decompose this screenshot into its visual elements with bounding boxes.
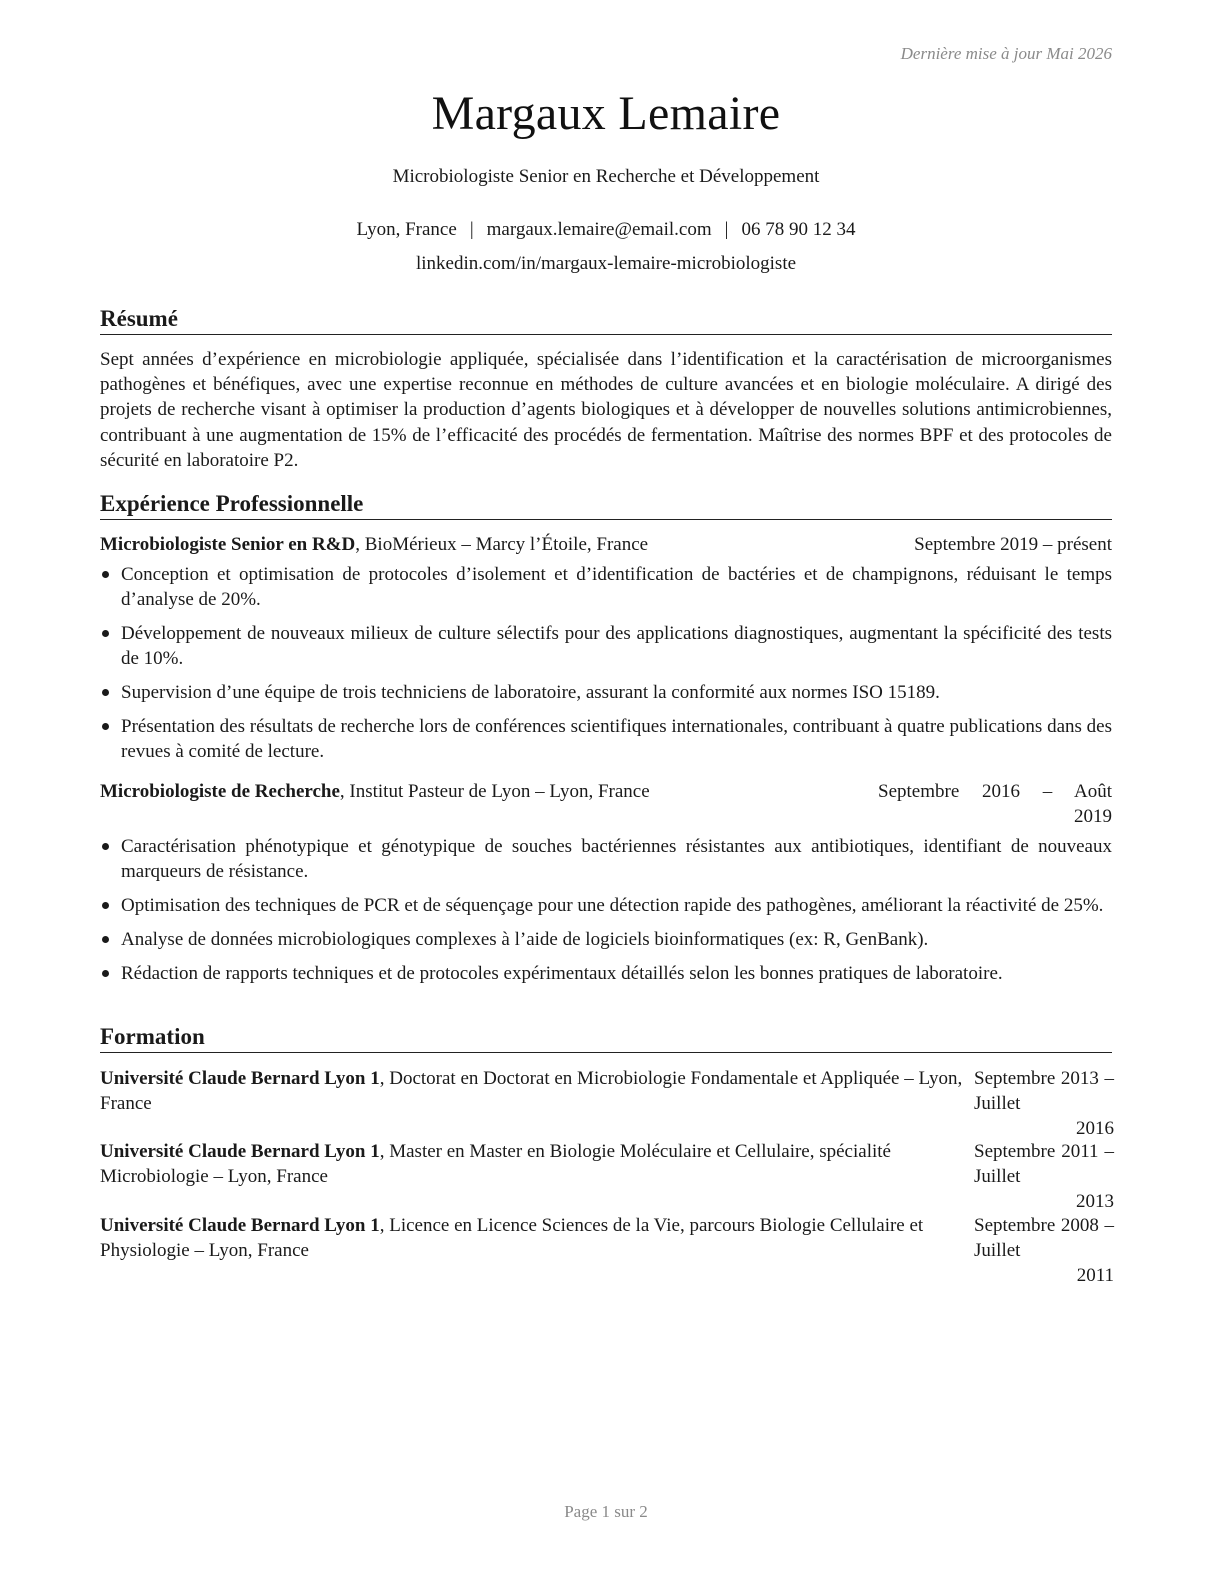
education-entry	[100, 1066, 1112, 1141]
education-details	[100, 1139, 972, 1214]
candidate-name: Margaux Lemaire	[431, 87, 781, 140]
bullet-icon	[102, 689, 109, 696]
list-item	[100, 893, 1112, 918]
job-dates: Septembre 2019 – présent	[914, 534, 1112, 555]
list-item	[100, 680, 1112, 705]
list-item	[100, 927, 1112, 952]
job-header	[100, 779, 1112, 829]
summary-text: Sept années d’expérience en microbiologie appliquée, spécialisée dans l’identification et la caractérisation de microorganismes pathogènes et bénéfiques, avec une expertise reconnue en méthodes de culture avancées et en biologie moléculaire. A dirigé des projets de recherche visant à optimiser la production d’agents biologiques et à développer de nouvelles solutions antimicrobiennes, contribuant à une augmentation de 15% de l’efficacité des procédés de fermentation. Maîtrise des normes BPF et des protocoles de sécurité en laboratoire P2.	[100, 349, 1112, 471]
phone-number: 06 78 90 12 34	[741, 219, 856, 240]
education-dates-start: Septembre 2013 – Juillet	[974, 1068, 1114, 1114]
job-organization: , BioMérieux – Marcy l’Étoile, France	[355, 534, 649, 555]
job-role: Microbiologiste Senior en R&D	[100, 534, 356, 555]
bullet-icon	[102, 723, 109, 730]
bullet-text: Optimisation des techniques de PCR et de séquençage pour une détection rapide des pathogènes, améliorant la réactivité de 25%.	[121, 895, 1104, 916]
separator: |	[469, 219, 474, 240]
bullet-text: Supervision d’une équipe de trois techniciens de laboratoire, assurant la conformité aux normes ISO 15189.	[121, 682, 940, 703]
bullet-icon	[102, 902, 109, 909]
education-dates	[972, 1066, 1114, 1141]
education-dates	[972, 1139, 1114, 1214]
bullet-icon	[102, 970, 109, 977]
education-dates-start: Septembre 2008 – Juillet	[974, 1215, 1114, 1261]
bullet-text: Présentation des résultats de recherche lors de conférences scientifiques internationales, contribuant à quatre publications dans des revues à comité de lecture.	[121, 716, 1112, 762]
education-dates-start: Septembre 2011 – Juillet	[974, 1141, 1114, 1187]
separator: |	[724, 219, 729, 240]
education-entry	[100, 1139, 1112, 1214]
bullet-icon	[102, 936, 109, 943]
list-item	[100, 621, 1112, 671]
school-name: Université Claude Bernard Lyon 1	[100, 1068, 380, 1089]
job-role-line	[100, 779, 878, 829]
bullet-text: Conception et optimisation de protocoles d’isolement et d’identification de bactéries et de champignons, réduisant le temps d’analyse de 20%.	[121, 564, 1112, 610]
education-dates-end: 2016	[1076, 1118, 1114, 1139]
email-link[interactable]: margaux.lemaire@email.com	[486, 219, 712, 240]
degree: , Master en Master en Biologie Moléculaire et Cellulaire, spécialité Microbiologie – Lyon, France	[100, 1141, 891, 1187]
bullet-text: Analyse de données microbiologiques complexes à l’aide de logiciels bioinformatiques (ex: R, GenBank).	[121, 929, 929, 950]
location: Lyon, France	[356, 219, 457, 240]
linkedin-link[interactable]: linkedin.com/in/margaux-lemaire-microbiologiste	[415, 253, 797, 274]
education-entry	[100, 1213, 1112, 1288]
bullet-text: Rédaction de rapports techniques et de protocoles expérimentaux détaillés selon les bonnes pratiques de laboratoire.	[121, 963, 1003, 984]
list-item	[100, 714, 1112, 764]
job-bullets	[100, 834, 1112, 995]
resume-page	[100, 0, 1112, 1584]
job-dates-end: 2019	[1074, 806, 1112, 827]
job-dates-start: Septembre 2016 – Août	[878, 781, 1112, 802]
degree: , Doctorat en Doctorat en Microbiologie Fondamentale et Appliquée – Lyon, France	[100, 1068, 963, 1114]
list-item	[100, 961, 1112, 986]
list-item	[100, 562, 1112, 612]
bullet-icon	[102, 630, 109, 637]
education-details	[100, 1213, 972, 1288]
bullet-icon	[102, 843, 109, 850]
section-heading-summary: Résumé	[100, 305, 1112, 335]
education-details	[100, 1066, 972, 1141]
page-number: Page 1 sur 2	[564, 1502, 648, 1521]
education-dates	[972, 1213, 1114, 1288]
job-title: Microbiologiste Senior en Recherche et Développement	[392, 166, 820, 187]
job-bullets	[100, 562, 1112, 773]
list-item	[100, 834, 1112, 884]
school-name: Université Claude Bernard Lyon 1	[100, 1141, 380, 1162]
education-dates-end: 2011	[1076, 1265, 1114, 1286]
job-header	[100, 532, 1112, 557]
contact-line	[100, 219, 1112, 241]
bullet-text: Caractérisation phénotypique et génotypique de souches bactériennes résistantes aux antibiotiques, identifiant de nouveaux marqueurs de résistance.	[121, 836, 1112, 882]
bullet-icon	[102, 571, 109, 578]
bullet-text: Développement de nouveaux milieux de culture sélectifs pour des applications diagnostiques, augmentant la spécificité des tests de 10%.	[121, 623, 1112, 669]
job-role: Microbiologiste de Recherche	[100, 781, 340, 802]
section-heading-experience: Expérience Professionnelle	[100, 490, 1112, 520]
job-dates	[878, 779, 1112, 829]
degree: , Licence en Licence Sciences de la Vie, parcours Biologie Cellulaire et Physiologie – Lyon, France	[100, 1215, 924, 1261]
job-role-line	[100, 532, 914, 557]
last-updated: Dernière mise à jour Mai 2026	[900, 44, 1112, 63]
education-dates-end: 2013	[1076, 1191, 1114, 1212]
school-name: Université Claude Bernard Lyon 1	[100, 1215, 380, 1236]
job-organization: , Institut Pasteur de Lyon – Lyon, France	[339, 781, 650, 802]
section-heading-education: Formation	[100, 1023, 1112, 1053]
